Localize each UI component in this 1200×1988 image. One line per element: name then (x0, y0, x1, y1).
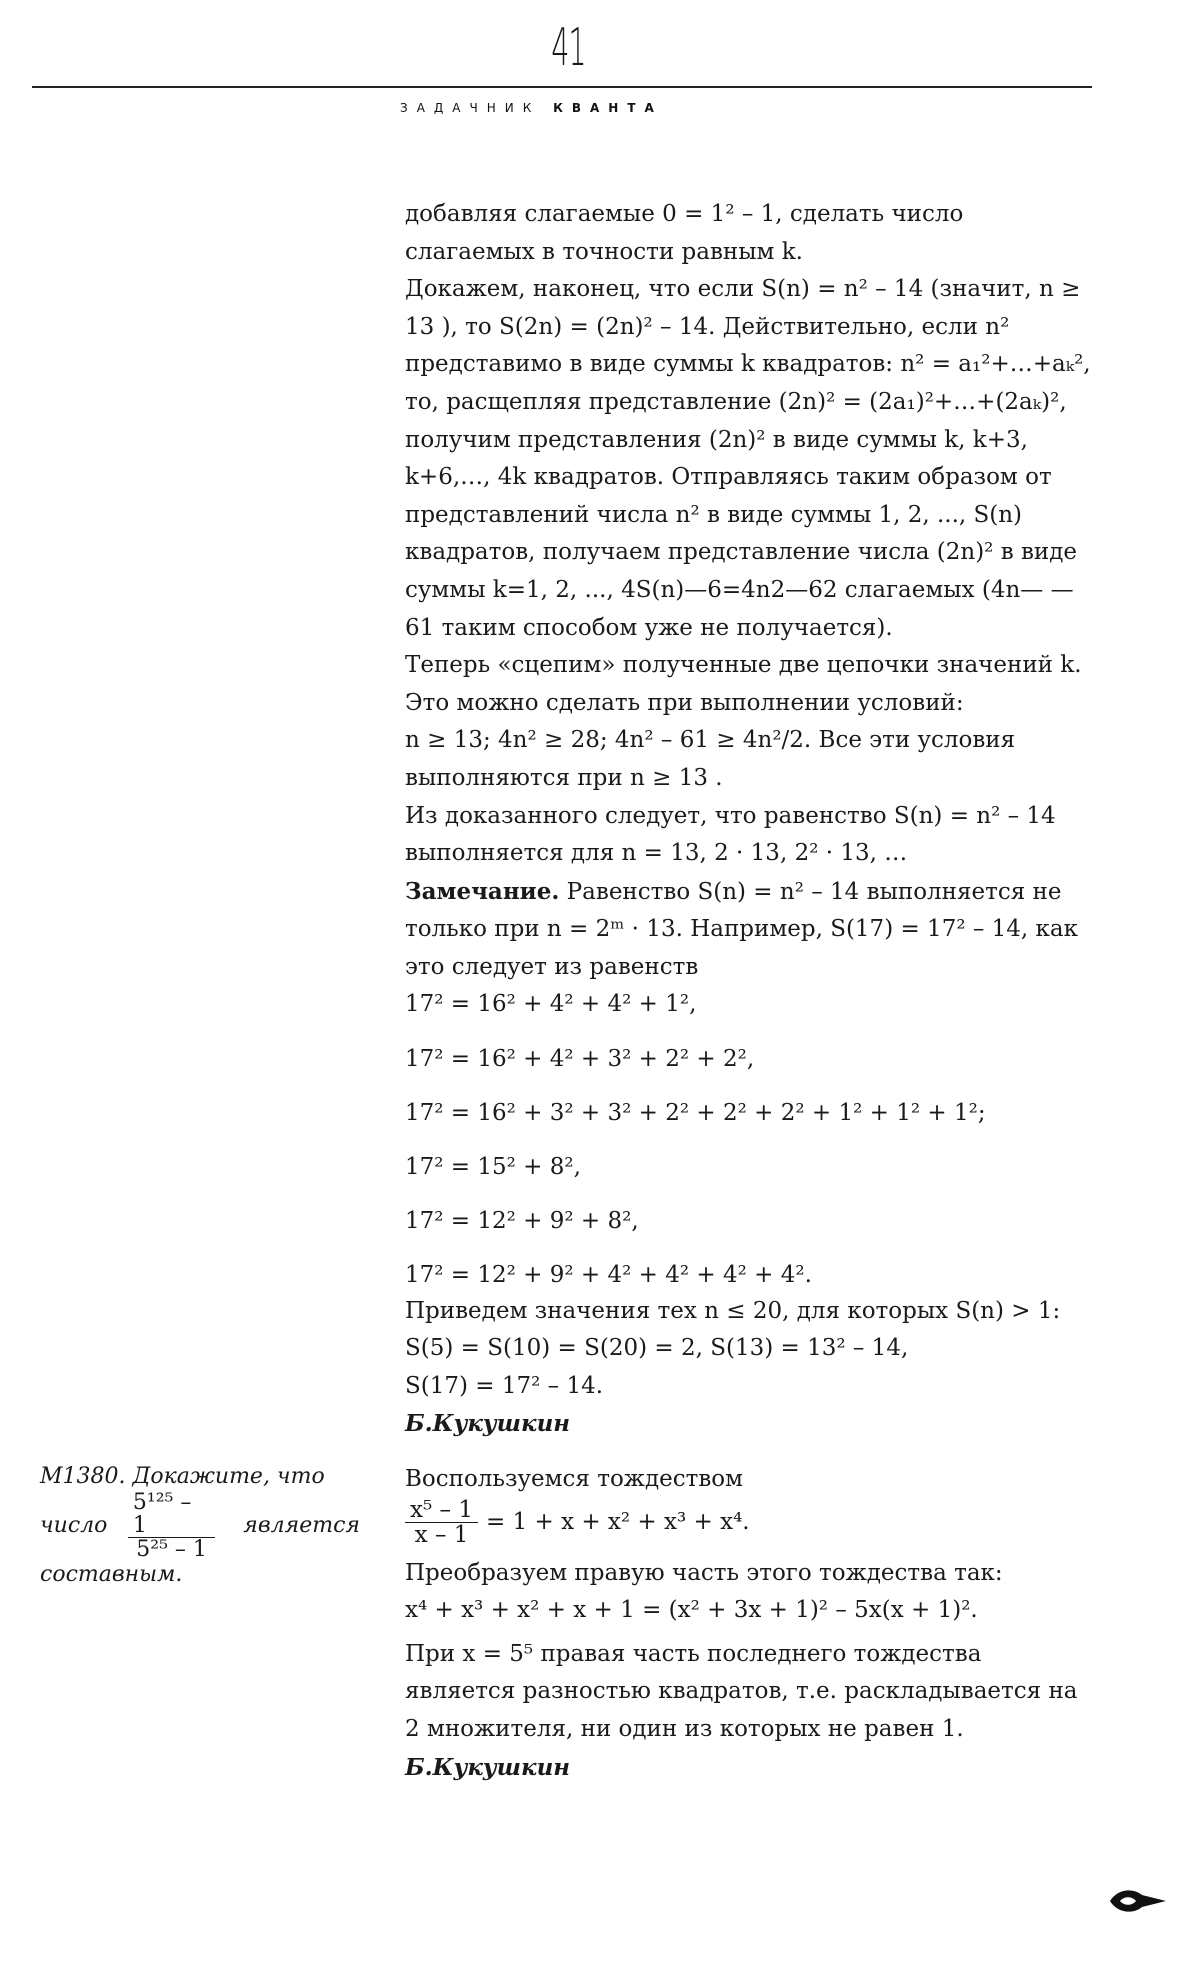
closing-line: S(17) = 17² – 14. (405, 1372, 604, 1399)
page-number: 41 (551, 18, 586, 78)
fraction-denominator: 5²⁵ – 1 (136, 1537, 207, 1563)
identity-fraction (405, 1498, 478, 1547)
paragraph: Это можно сделать при выполнении условий: (405, 689, 964, 716)
author-signature: Б.Кукушкин (405, 1410, 571, 1438)
solution-continuation (405, 196, 1095, 1443)
fraction-denominator: x – 1 (414, 1522, 469, 1549)
equality: 17² = 15² + 8², (405, 1153, 581, 1180)
header-rule (32, 86, 1092, 88)
identity-line (405, 1491, 1095, 1555)
solution-conclusion: При x = 5⁵ правая часть последнего тождества является разностью квадратов, т.е. раскладывается на 2 множителя, ни один из которых не равен 1. (405, 1640, 1078, 1742)
problem-word: число (40, 1513, 108, 1538)
problem-statement (40, 1462, 360, 1612)
equality: 17² = 16² + 3² + 3² + 2² + 2² + 2² + 1² + 1² + 1²; (405, 1099, 986, 1126)
fraction-numerator: x⁵ – 1 (405, 1498, 478, 1523)
equality: 17² = 12² + 9² + 8², (405, 1207, 639, 1234)
fraction-numerator: 5¹²⁵ – 1 (128, 1491, 215, 1538)
running-head (400, 101, 663, 115)
closing-block (405, 1293, 1095, 1443)
problem-fraction-line (40, 1489, 360, 1563)
remark-text: Равенство S(n) = n² – 14 выполняется не только при n = 2ᵐ · 13. Например, S(17) = 17² – 14, как это следует из равенств (405, 878, 1079, 980)
transform-formula: x⁴ + x³ + x² + x + 1 = (x² + 3x + 1)² – 5x(x + 1)². (405, 1597, 978, 1624)
paragraph: добавляя слагаемые 0 = 1² – 1, сделать число слагаемых в точности равным k. (405, 201, 964, 265)
problem-word: является (243, 1513, 360, 1538)
closing-line: Приведем значения тех n ≤ 20, для которых S(n) > 1: (405, 1297, 1061, 1324)
running-head-bold: КВАНТА (553, 101, 663, 115)
running-head-light: ЗАДАЧНИК (400, 101, 541, 115)
equality: 17² = 16² + 4² + 4² + 1², (405, 991, 697, 1018)
solution-m1380 (405, 1461, 1095, 1786)
paragraph: Докажем, наконец, что если S(n) = n² – 14 (значит, n ≥ 13 ), то S(2n) = (2n)² – 14. Действительно, если n² представимо в виде суммы k квадратов: n² = a₁²+…+aₖ², то, расщепляя представление (2n)² = (2a₁)²+…+(2aₖ)², получим представления (2n)² в виде суммы k, k+3, k+6,…, 4k квадратов. Отправляясь таким образом от представлений числа n² в виде суммы 1, 2, ..., S(n) квадратов, получаем представление числа (2n)² в виде суммы k=1, 2, ..., 4S(n)—6=4n2—62 слагаемых (4n— —61 таким способом уже не получается). (405, 276, 1091, 641)
paragraph: n ≥ 13; 4n² ≥ 28; 4n² – 61 ≥ 4n²/2. Все эти условия выполняются при n ≥ 13 . (405, 727, 1016, 791)
problem-fraction (128, 1491, 215, 1561)
problem-word: составным. (40, 1562, 183, 1587)
solution-intro: Воспользуемся тождеством (405, 1466, 744, 1492)
transform-intro: Преобразуем правую часть этого тождества так: (405, 1559, 1003, 1586)
paragraph: Теперь «сцепим» полученные две цепочки значений k. (405, 652, 1082, 679)
arrow-marker-icon (1108, 1884, 1168, 1918)
identity-rhs: = 1 + x + x² + x³ + x⁴. (485, 1508, 750, 1535)
remark-label: Замечание. (405, 877, 560, 905)
problem-title: М1380. Докажите, что (40, 1464, 325, 1489)
paragraph: Из доказанного следует, что равенство S(n) = n² – 14 выполняется для n = 13, 2 · 13, 2² · 13, … (405, 802, 1056, 867)
author-signature: Б.Кукушкин (405, 1753, 571, 1781)
equality: 17² = 16² + 4² + 3² + 2² + 2², (405, 1045, 755, 1072)
equality: 17² = 12² + 9² + 4² + 4² + 4² + 4². (405, 1261, 812, 1288)
closing-line: S(5) = S(10) = S(20) = 2, S(13) = 13² – 14, (405, 1335, 909, 1362)
remark (405, 873, 1095, 987)
equalities-block (405, 986, 1095, 1294)
